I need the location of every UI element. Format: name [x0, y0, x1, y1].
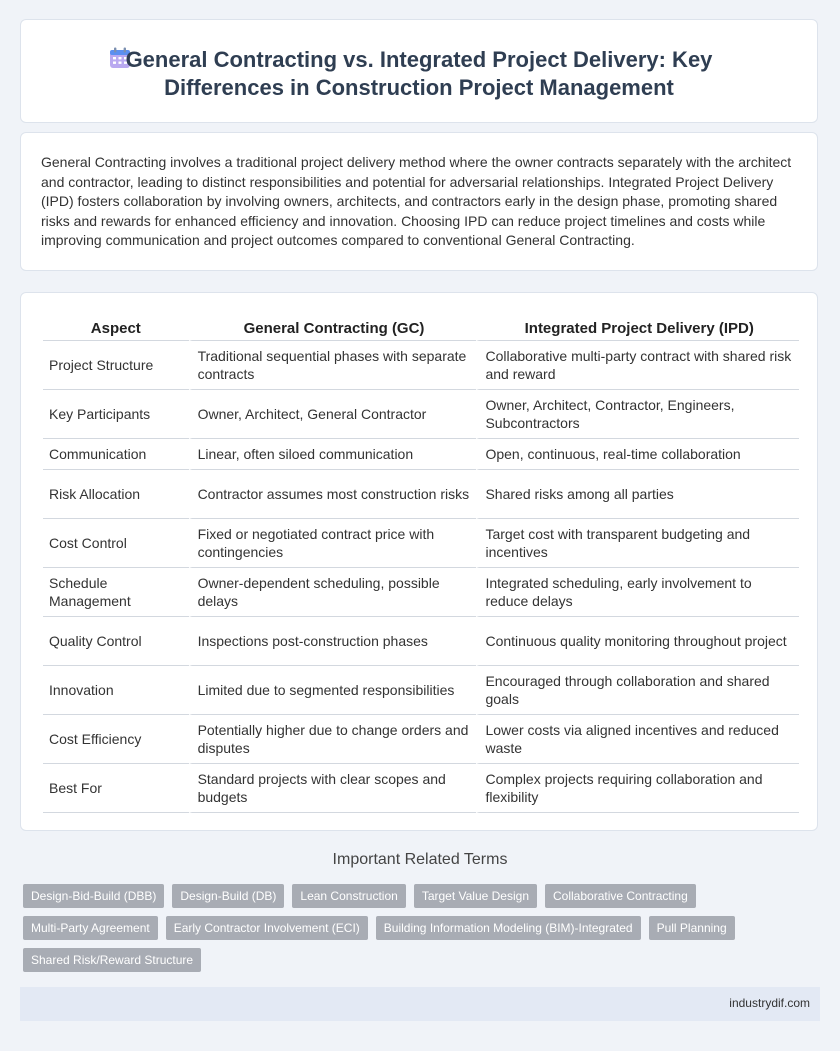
comparison-table-card [20, 292, 818, 831]
table-cell: Limited due to segmented responsibilities [189, 666, 477, 715]
related-term-tag[interactable]: Shared Risk/Reward Structure [23, 948, 201, 972]
table-row [43, 764, 799, 813]
table-row [43, 617, 799, 666]
comparison-table [43, 315, 799, 813]
related-term-tag[interactable]: Lean Construction [292, 884, 405, 908]
table-row [43, 666, 799, 715]
table-row [43, 390, 799, 439]
table-row [43, 519, 799, 568]
table-cell: Fixed or negotiated contract price with contingencies [189, 519, 477, 568]
table-header-row [43, 315, 799, 341]
table-cell: Cost Control [43, 519, 189, 568]
title-card [20, 19, 818, 123]
footer-site-link[interactable]: industrydif.com [729, 996, 810, 1010]
intro-paragraph: General Contracting involves a traditional project delivery method where the owner contracts separately with the architect and contractor, leading to distinct responsibilities and potential for adversarial relationships. Integrated Project Delivery (IPD) fosters collaboration by involving owners, architects, and contractors early in the design phase, promoting shared risks and rewards for enhanced efficiency and innovation. Choosing IPD can reduce project timelines and costs while improving communication and project outcomes compared to conventional General Contracting. [41, 154, 792, 249]
column-header: General Contracting (GC) [189, 315, 477, 341]
table-cell: Cost Efficiency [43, 715, 189, 764]
related-term-tag[interactable]: Building Information Modeling (BIM)-Integrated [376, 916, 641, 940]
table-cell: Quality Control [43, 617, 189, 666]
related-term-tag[interactable]: Early Contractor Involvement (ECI) [166, 916, 368, 940]
table-cell: Risk Allocation [43, 470, 189, 519]
table-row [43, 568, 799, 617]
related-terms-list [23, 884, 743, 972]
related-term-tag[interactable]: Design-Bid-Build (DBB) [23, 884, 164, 908]
table-cell: Contractor assumes most construction risks [189, 470, 477, 519]
table-cell: Inspections post-construction phases [189, 617, 477, 666]
table-cell: Integrated scheduling, early involvement to reduce delays [476, 568, 799, 617]
table-cell: Schedule Management [43, 568, 189, 617]
table-row [43, 715, 799, 764]
related-term-tag[interactable]: Design-Build (DB) [172, 884, 284, 908]
table-cell: Communication [43, 439, 189, 470]
table-cell: Potentially higher due to change orders and disputes [189, 715, 477, 764]
table-cell: Best For [43, 764, 189, 813]
table-cell: Open, continuous, real-time collaboration [476, 439, 799, 470]
footer-bar [20, 987, 820, 1021]
related-term-tag[interactable]: Target Value Design [414, 884, 537, 908]
table-row [43, 470, 799, 519]
related-terms-heading: Important Related Terms [332, 851, 508, 868]
table-cell: Owner, Architect, General Contractor [189, 390, 477, 439]
table-cell: Project Structure [43, 341, 189, 390]
table-cell: Standard projects with clear scopes and budgets [189, 764, 477, 813]
table-cell: Collaborative multi-party contract with shared risk and reward [476, 341, 799, 390]
table-cell: Encouraged through collaboration and shared goals [476, 666, 799, 715]
table-cell: Linear, often siloed communication [189, 439, 477, 470]
table-cell: Traditional sequential phases with separate contracts [189, 341, 477, 390]
column-header: Integrated Project Delivery (IPD) [476, 315, 799, 341]
column-header: Aspect [43, 315, 189, 341]
table-row [43, 341, 799, 390]
page-title: General Contracting vs. Integrated Project Delivery: Key Differences in Construction Project Management [125, 47, 713, 100]
related-term-tag[interactable]: Multi-Party Agreement [23, 916, 158, 940]
table-cell: Key Participants [43, 390, 189, 439]
table-row [43, 439, 799, 470]
table-cell: Complex projects requiring collaboration and flexibility [476, 764, 799, 813]
related-term-tag[interactable]: Pull Planning [649, 916, 735, 940]
table-cell: Lower costs via aligned incentives and reduced waste [476, 715, 799, 764]
table-cell: Shared risks among all parties [476, 470, 799, 519]
table-cell: Innovation [43, 666, 189, 715]
table-cell: Continuous quality monitoring throughout project [476, 617, 799, 666]
table-cell: Owner-dependent scheduling, possible delays [189, 568, 477, 617]
intro-card [20, 132, 818, 271]
related-term-tag[interactable]: Collaborative Contracting [545, 884, 696, 908]
table-cell: Target cost with transparent budgeting and incentives [476, 519, 799, 568]
table-cell: Owner, Architect, Contractor, Engineers, Subcontractors [476, 390, 799, 439]
